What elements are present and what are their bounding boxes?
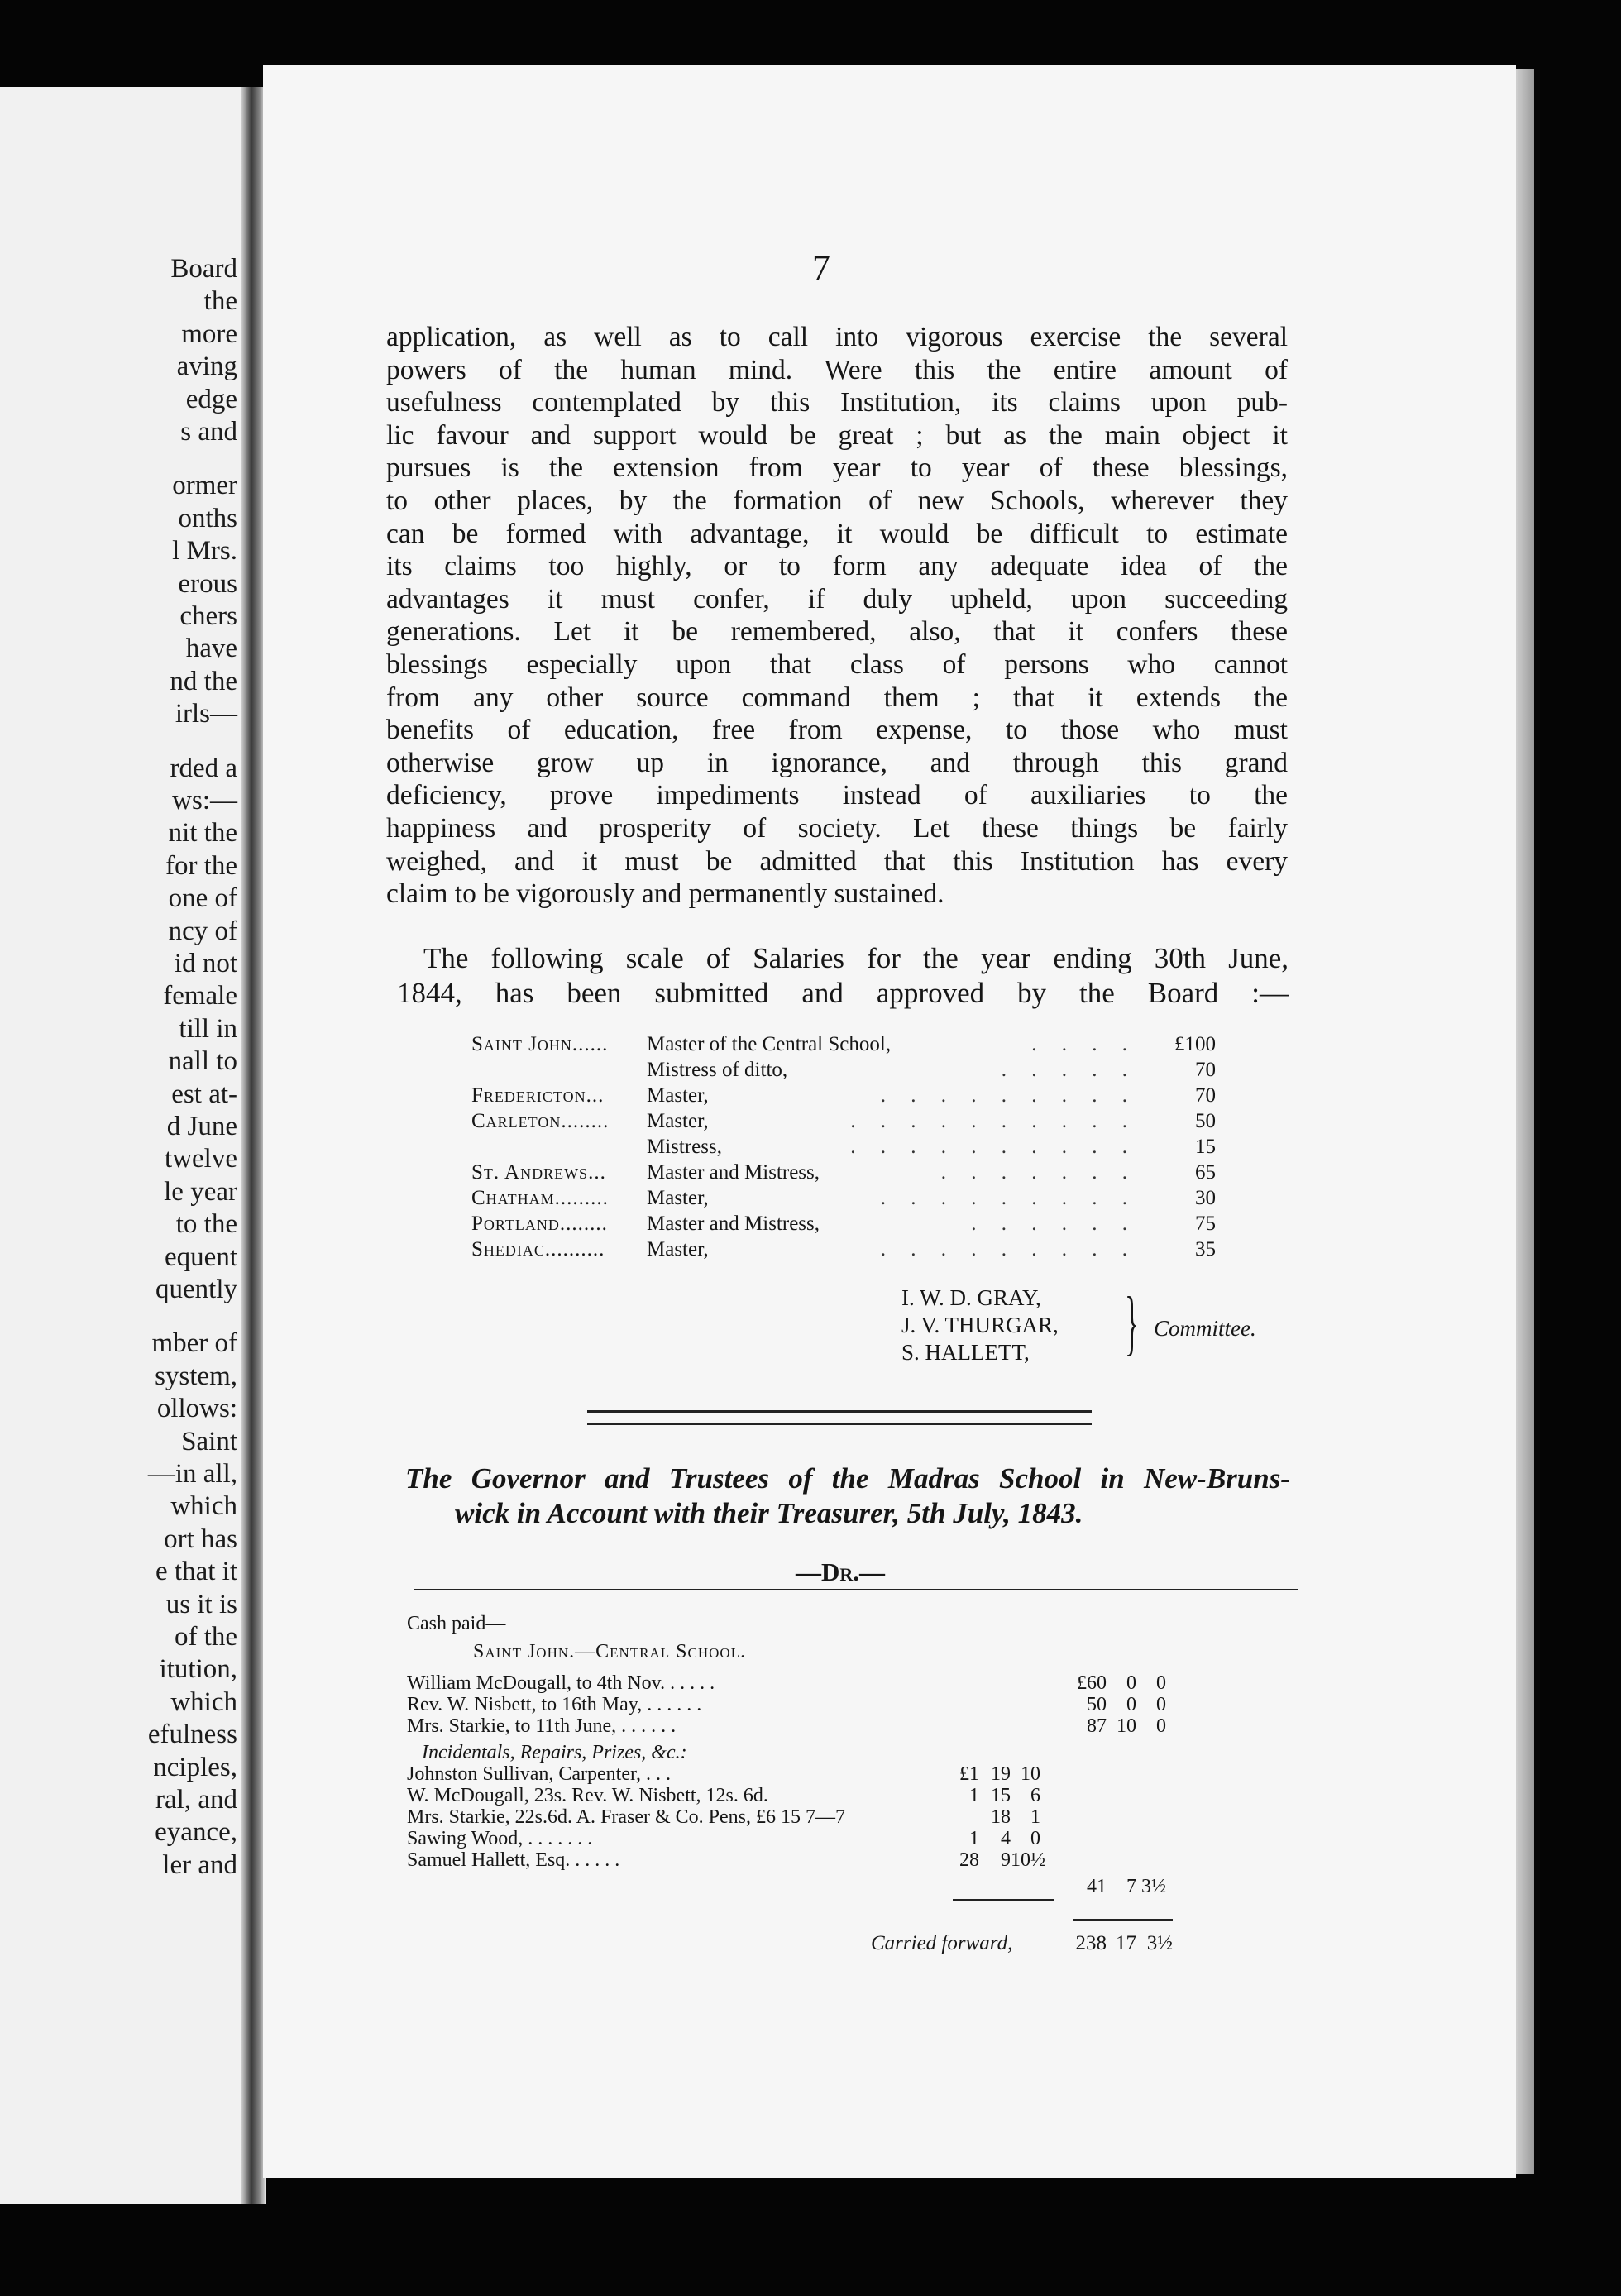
left-page-text-fragment: one of (168, 883, 237, 914)
body-line: claim to be vigorously and permanently sustained. (386, 878, 944, 910)
left-page-text-fragment: more (181, 318, 237, 349)
salary-row (471, 1031, 1216, 1057)
ledger-item-label: Mrs. Starkie, to 11th June, . . . . . . (407, 1715, 677, 1737)
ledger-pence: 10 (1021, 1763, 1040, 1785)
ledger-shillings: 19 (991, 1763, 1011, 1785)
left-page-text-fragment: Board (170, 254, 237, 284)
left-page-text-fragment: Saint (181, 1426, 237, 1457)
left-page-text-fragment: for the (165, 850, 237, 881)
left-page-text-fragment: ws:— (172, 786, 237, 816)
salary-amount: 70 (1195, 1084, 1216, 1107)
ledger-item-label: Sawing Wood, . . . . . . . (407, 1828, 593, 1849)
ledger-row (407, 1641, 1234, 1662)
left-page-text-fragment: which (170, 1491, 237, 1522)
body-line: benefits of education, free from expense, to those who must (386, 715, 1288, 746)
salary-row (471, 1134, 1216, 1160)
account-rule (414, 1589, 1298, 1590)
salary-amount: 70 (1195, 1059, 1216, 1081)
salary-row (471, 1185, 1216, 1211)
carried-pounds: 238 (1075, 1932, 1107, 1954)
page-edge (1516, 69, 1534, 2174)
ledger-row (407, 1672, 1234, 1694)
left-page-text-fragment: ollows: (156, 1394, 237, 1424)
leader-dots: . . . . . . . . . (880, 1187, 1137, 1209)
salary-amount: 50 (1195, 1110, 1216, 1132)
double-rule-divider (587, 1410, 1092, 1425)
ledger-pounds: 50 (1087, 1694, 1107, 1715)
left-page-text-fragment: the (203, 286, 237, 317)
salary-role: Master, (647, 1084, 709, 1107)
left-page-text-fragment: —in all, (147, 1459, 237, 1489)
ledger-pounds: 1 (969, 1828, 979, 1849)
salary-place: Fredericton... (471, 1084, 605, 1107)
ledger-item-label: Mrs. Starkie, 22s.6d. A. Fraser & Co. Pens, £6 15 7—7 (407, 1806, 845, 1828)
ledger-item-label: Rev. W. Nisbett, to 16th May, . . . . . . (407, 1694, 702, 1715)
page-number: 7 (812, 247, 830, 288)
ledger-item-label: Johnston Sullivan, Carpenter, . . . (407, 1763, 672, 1785)
salary-row (471, 1211, 1216, 1236)
left-page-text-fragment: ormer (172, 471, 237, 501)
leader-dots: . . . . . . . . . (880, 1084, 1137, 1107)
ledger-shillings: 15 (991, 1785, 1011, 1806)
body-line: otherwise grow up in ignorance, and through this grand (386, 747, 1288, 778)
leader-dots: . . . . . . . (940, 1161, 1137, 1184)
ledger-item-label: W. McDougall, 23s. Rev. W. Nisbett, 12s. 6d. (407, 1785, 768, 1806)
left-page-text-fragment: aving (176, 352, 237, 382)
body-line: weighed, and it must be admitted that this Institution has every (386, 845, 1288, 877)
salary-amount: 30 (1195, 1187, 1216, 1209)
salary-place: St. Andrews... (471, 1161, 606, 1184)
ledger-pounds: £1 (959, 1763, 979, 1785)
left-page-text-fragment: which (170, 1686, 237, 1717)
body-paragraph (386, 321, 1288, 911)
salary-role: Master of the Central School, (647, 1033, 892, 1055)
body-line: can be formed with advantage, it would be difficult to estimate (386, 518, 1288, 549)
leader-dots: . . . . . . . . . . (850, 1110, 1137, 1132)
body-line: happiness and prosperity of society. Let these things be fairly (386, 812, 1288, 844)
left-page-text-fragment: edge (185, 384, 237, 414)
ledger-row (407, 1806, 1234, 1828)
ledger-shillings: 18 (991, 1806, 1011, 1828)
carried-forward-label: Carried forward, (871, 1932, 1013, 1954)
ledger-pence: 1 (1030, 1806, 1040, 1828)
left-page-text-fragment: till in (179, 1013, 237, 1044)
left-page-text-fragment: e that it (155, 1557, 237, 1587)
left-page-text-fragment: have (185, 634, 237, 664)
ledger-row (407, 1694, 1234, 1715)
salary-role: Master, (647, 1187, 709, 1209)
salary-table (471, 1031, 1216, 1262)
ledger-shillings: 4 (1001, 1828, 1011, 1849)
body-line: usefulness contemplated by this Institution, its claims upon pub- (386, 387, 1288, 419)
body-line: pursues is the extension from year to year of these blessings, (386, 452, 1288, 484)
subtotal-rule (953, 1899, 1054, 1901)
body-line: to other places, by the formation of new Schools, wherever they (386, 485, 1288, 516)
left-page-text-fragment: ral, and (155, 1785, 237, 1815)
salary-amount: 65 (1195, 1161, 1216, 1184)
heading-line: The Governor and Trustees of the Madras School in New-Bruns- (405, 1462, 1290, 1495)
salary-place: Chatham......... (471, 1187, 609, 1209)
salary-amount: £100 (1174, 1033, 1216, 1055)
ledger-pounds: 1 (969, 1785, 979, 1806)
salary-row (471, 1083, 1216, 1108)
leader-dots: . . . . . . . . . (880, 1238, 1137, 1260)
brace-icon: } (1125, 1283, 1139, 1363)
salary-role: Mistress of ditto, (647, 1059, 788, 1081)
left-page-text-fragment: quently (155, 1275, 237, 1304)
body-line: from any other source command them ; that it extends the (386, 682, 1288, 713)
salary-role: Mistress, (647, 1136, 722, 1158)
ledger-pence: 0 (1156, 1715, 1166, 1737)
cash-paid-label: Cash paid— (407, 1613, 506, 1634)
left-page-text-fragment: est at- (171, 1079, 237, 1109)
left-page-text-fragment: d June (166, 1112, 237, 1141)
leader-dots: . . . . . . . . . . (850, 1136, 1137, 1158)
ledger-row (407, 1785, 1234, 1806)
heading-line: wick in Account with their Treasurer, 5th July, 1843. (455, 1497, 1083, 1529)
committee-names (901, 1284, 1059, 1366)
ledger-row (407, 1742, 1234, 1763)
salary-role: Master, (647, 1110, 709, 1132)
body-line: lic favour and support would be great ; but as the main object it (386, 419, 1288, 451)
account-ledger (407, 1613, 1234, 1897)
body-line: deficiency, prove impediments instead of auxiliaries to the (386, 780, 1288, 811)
left-page-text-fragment: mber of (151, 1328, 237, 1359)
leader-dots: . . . . . (1001, 1059, 1137, 1081)
ledger-row (407, 1763, 1234, 1785)
left-page-text-fragment: s and (180, 417, 237, 447)
ledger-shillings: 0 (1126, 1672, 1136, 1694)
ledger-pounds: 87 (1087, 1715, 1107, 1737)
salary-row (471, 1160, 1216, 1185)
body-line: generations. Let it be remembered, also, that it confers these (386, 616, 1288, 648)
committee-member: J. V. THURGAR, (901, 1313, 1059, 1337)
left-page-text-fragment: efulness (147, 1720, 237, 1750)
body-line: blessings especially upon that class of persons who cannot (386, 648, 1288, 680)
intro-line: 1844, has been submitted and approved by the Board :— (397, 977, 1289, 1009)
incidentals-label: Incidentals, Repairs, Prizes, &c.: (422, 1742, 687, 1763)
salary-amount: 35 (1195, 1238, 1216, 1260)
left-page-text-fragment: twelve (165, 1144, 237, 1174)
ledger-shillings: 9 (1001, 1849, 1011, 1871)
body-line: powers of the human mind. Were this the entire amount of (386, 354, 1288, 385)
ledger-shillings: 0 (1126, 1694, 1136, 1715)
left-page-text-fragment: ort has (164, 1523, 237, 1554)
total-pence: 3½ (1141, 1876, 1166, 1897)
salary-place: Carleton........ (471, 1110, 610, 1132)
left-page-text-fragment: irls— (175, 699, 237, 729)
salary-intro-paragraph (397, 941, 1289, 1011)
salary-role: Master and Mistress, (647, 1213, 820, 1235)
salary-amount: 15 (1195, 1136, 1216, 1158)
left-page-text-fragment: eyance, (155, 1817, 237, 1848)
committee-member: S. HALLETT, (901, 1340, 1030, 1365)
total-rule (1073, 1919, 1173, 1921)
ledger-row (407, 1849, 1234, 1871)
ledger-pence: 6 (1030, 1785, 1040, 1806)
ledger-item-label: Samuel Hallett, Esq. . . . . . (407, 1849, 620, 1871)
left-page-text-fragment: rded a (170, 753, 237, 783)
leader-dots: . . . . (1031, 1033, 1137, 1055)
debit-label: —Dr.— (796, 1557, 886, 1586)
committee-label: Committee. (1154, 1316, 1256, 1341)
ledger-shillings: 10 (1117, 1715, 1136, 1737)
left-page-text-fragment: l Mrs. (172, 536, 237, 567)
salary-row (471, 1057, 1216, 1083)
salary-row (471, 1108, 1216, 1134)
left-page-text-fragment: nit the (168, 818, 237, 849)
left-page (0, 87, 252, 2204)
total-shillings: 7 (1126, 1876, 1136, 1897)
body-line: its claims too highly, or to form any adequate idea of the (386, 551, 1288, 582)
ledger-row (407, 1715, 1234, 1737)
salary-role: Master and Mistress, (647, 1161, 820, 1184)
section-label: Saint John.—Central School. (473, 1641, 747, 1662)
left-page-text-fragment: nciples, (153, 1752, 237, 1782)
left-page-text-fragment: female (163, 981, 237, 1012)
ledger-pence: 0 (1156, 1672, 1166, 1694)
left-page-text-fragment: ncy of (168, 916, 237, 946)
salary-place: Portland........ (471, 1213, 608, 1235)
total-pounds: 41 (1087, 1876, 1107, 1897)
left-page-text-fragment: onths (178, 503, 237, 533)
left-page-text-fragment: us it is (165, 1589, 237, 1619)
salary-place: Shediac.......... (471, 1238, 605, 1260)
left-page-text-fragment: system, (155, 1361, 237, 1391)
account-heading (405, 1461, 1290, 1531)
ledger-pence: 0 (1156, 1694, 1166, 1715)
carried-shillings: 17 (1116, 1932, 1136, 1954)
left-page-text-fragment: ler and (162, 1849, 237, 1880)
left-page-text-fragment: to the (175, 1209, 237, 1240)
body-line: application, as well as to call into vigorous exercise the several (386, 322, 1288, 352)
salary-role: Master, (647, 1238, 709, 1260)
ledger-item-label: William McDougall, to 4th Nov. . . . . . (407, 1672, 715, 1694)
ledger-pence: 0 (1030, 1828, 1040, 1849)
ledger-row-total (407, 1876, 1234, 1897)
ledger-pence: 10½ (1011, 1849, 1045, 1871)
leader-dots: . . . . . . (971, 1213, 1137, 1235)
left-page-text-fragment: id not (174, 949, 237, 978)
left-page-text-fragment: le year (164, 1176, 237, 1207)
ledger-row (407, 1828, 1234, 1849)
left-page-text-fragment: itution, (159, 1654, 237, 1685)
committee-member: I. W. D. GRAY, (901, 1285, 1041, 1310)
ledger-pounds: £60 (1077, 1672, 1107, 1694)
left-page-text-fragment: nd the (170, 666, 237, 696)
ledger-pounds: 28 (959, 1849, 979, 1871)
salary-row (471, 1236, 1216, 1262)
intro-line: The following scale of Salaries for the year ending 30th June, (423, 942, 1289, 974)
ledger-row (407, 1613, 1234, 1634)
left-page-text-fragment: of the (174, 1622, 237, 1652)
body-line: advantages it must confer, if duly upheld, upon succeeding (386, 583, 1288, 615)
salary-place: Saint John...... (471, 1033, 609, 1055)
left-page-text-fragment: equent (165, 1241, 237, 1272)
left-page-text-fragment: nall to (168, 1046, 237, 1077)
salary-amount: 75 (1195, 1213, 1216, 1235)
carried-pence: 3½ (1146, 1932, 1173, 1954)
left-page-text-fragment: chers (179, 601, 237, 631)
left-page-text-fragment: erous (178, 568, 237, 599)
